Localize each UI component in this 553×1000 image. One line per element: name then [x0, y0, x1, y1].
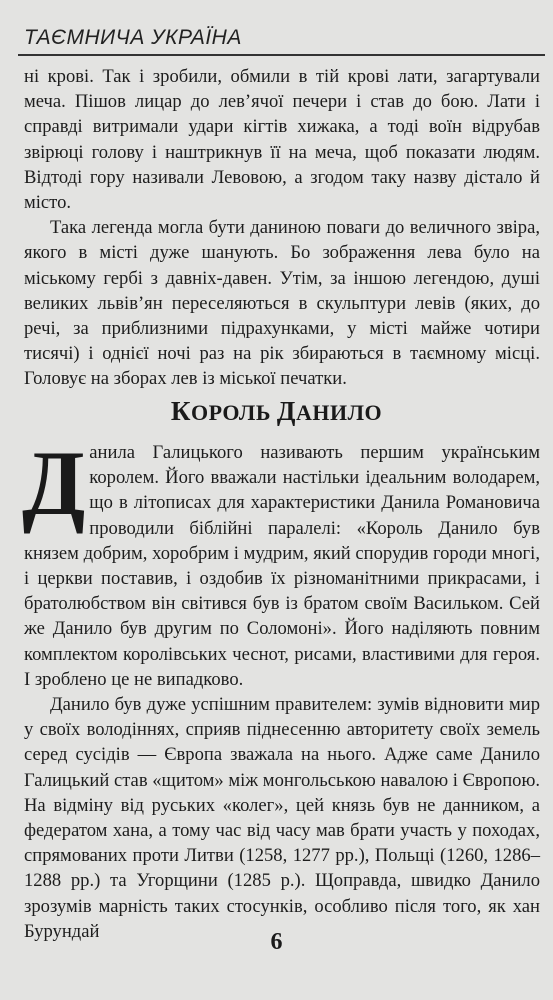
- section-title-source: [24, 0, 25, 1]
- paragraph: Данило був дуже успішним правителем: зумів відновити мир у своїх володіннях, сприяв піднесенню авторитету своїх земель серед сусідів — Європа зважала на нього. Адже саме Данило Галицький став «щитом» між монгольською навалою і Європою. На відміну від руських «колег», цей князь був не данником, а федератом хана, а тому час від часу мав брати участь у походах, спрямованих проти Литви (1258, 1277 рр.), Польщі (1260, 1286–1288 рр.) та Угорщини (1285 р.). Щоправда, швидко Данило зрозумів марність таких стосунків, особливо після того, як хан Бурундай: [24, 694, 540, 942]
- text-block-top: [24, 64, 540, 392]
- paragraph: Така легенда могла бути даниною поваги до величного звіра, якого в місті дуже шанують. Бо зображення лева було на міському гербі з давніх-давен. Утім, за іншою легендою, душі великих львів’ян переселяються в скульптури левів (яких, до речі, за приблизними підрахунками, у місті майже чотири тисячі) і однієї ночі раз на рік збираються в таємному місці. Головує на зборах лев із міської печатки.: [24, 217, 540, 390]
- paragraph-text: анила Галицького називають першим українським королем. Його вважали настільки ідеальним володарем, що в літописах для характеристики Данила Романовича проводили біблійні паралелі: «Король Данило був князем добрим, хоробрим і мудрим, який спорудив городи многі, і церкви поставив, і оздобив їх різноманітними прикрасами, і братолюбством він світився був із братом своїм Васильком. Сей же Данило був другим по Соломоні». Його наділяють повним комплектом королівських чеснот, рисами, властивими для героя. І зроблено це не випадково.: [24, 442, 540, 690]
- paragraph: ні крові. Так і зробили, обмили в тій крові лати, загартували меча. Пішов лицар до лев’ячої печери і став до бою. Лати і справді витримали удари кігтів хижака, а тоді воїн відрубав звірюці голову і наштрикнув її на меча, щоб показати людям. Відтоді гору називали Левовою, а згодом таку назву дістало й місто.: [24, 66, 540, 214]
- section-title-rest: ОРОЛЬ: [190, 400, 277, 425]
- page-number: 6: [270, 929, 283, 955]
- paragraph-with-dropcap: [22, 432, 540, 692]
- section-title: КОРОЛЬ ДАНИЛО: [170, 396, 383, 426]
- header-rule: [18, 54, 545, 56]
- running-header: ТАЄМНИЧА УКРАЇНА: [24, 26, 242, 49]
- drop-cap: Д: [22, 432, 86, 534]
- text-block-bottom: [22, 432, 540, 944]
